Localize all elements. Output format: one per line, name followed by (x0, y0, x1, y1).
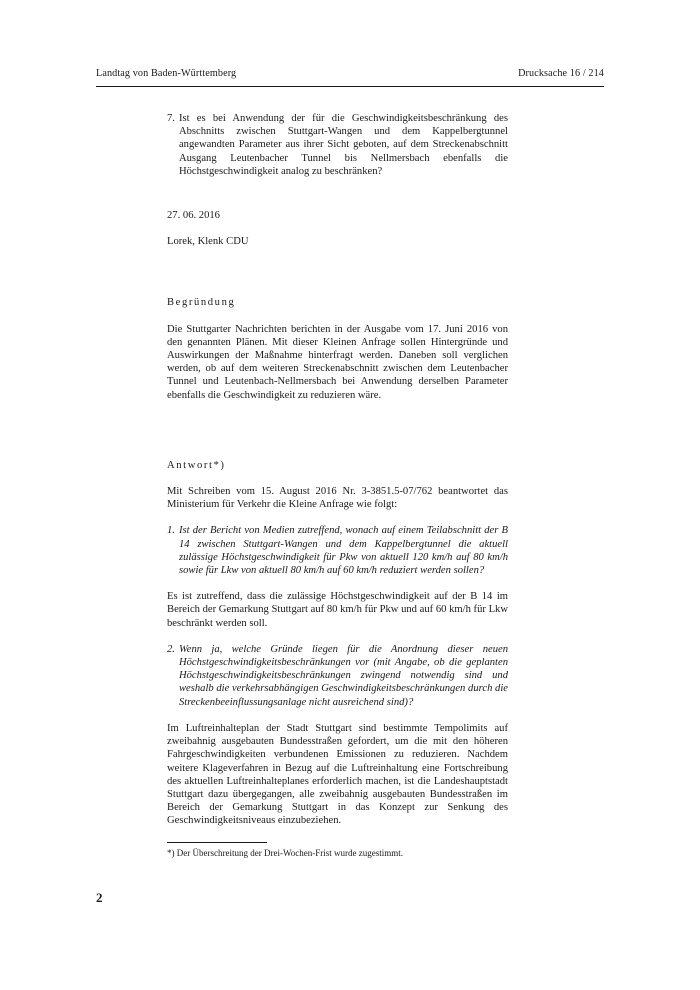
question-text: Ist es bei Anwendung der für die Geschwindigkeitsbeschränkung des Abschnitts zwischen Stuttgart-Wangen und dem Kappelbergtunnel angewandten Parameter aus ihrer Sicht geboten, auf dem Streckenabschnitt Ausgang Leutenbacher Tunnel bis Nellmersbach ebenfalls die Höchstgeschwindigkeit analog zu beschränken? (178, 113, 508, 177)
qa-answer-2: Im Luftreinhalteplan der Stadt Stuttgart sind bestimmte Tempolimits auf zweibahnig ausgebauten Bundesstraßen gefordert, um die mit den höheren Fahrgeschwindigkeiten verbundenen Emissionen zu reduzieren. Nachdem weitere Klageverfahren in Bezug auf die Luftreinhaltung eine Fortschreibung des aktuellen Luftreinhalteplanes erforderlich machen, ist die Landeshauptstadt Stuttgart dazu übergegangen, alle zweibahnig ausgebauten Bundesstraßen im Bereich der Gemarkung Stuttgart in das Konzept zur Senkung des Geschwindigkeitsniveaus einzubeziehen. (167, 722, 508, 827)
qa-question-number: 2. (167, 643, 175, 655)
footnote-text: *) Der Überschreitung der Drei-Wochen-Frist wurde zugestimmt. (167, 848, 403, 858)
page-number: 2 (96, 890, 103, 905)
spacer (167, 222, 508, 235)
document-body (167, 112, 508, 828)
footnote-separator (167, 842, 267, 843)
begruendung-heading: Begründung (167, 297, 236, 309)
qa-question-number: 1. (167, 525, 175, 537)
running-head-right: Drucksache 16 / 214 (518, 68, 604, 79)
qa-question-1 (167, 524, 508, 577)
question-item-7 (167, 112, 508, 178)
qa-question-2 (167, 643, 508, 709)
spacer (167, 178, 508, 209)
qa-answer-1: Es ist zutreffend, dass die zulässige Höchstgeschwindigkeit auf der B 14 im Bereich der Gemarkung Stuttgart auf 80 km/h für Pkw und auf 60 km/h für Lkw beschränkt werden soll. (167, 591, 508, 629)
spacer (167, 472, 508, 485)
antwort-intro: Mit Schreiben vom 15. August 2016 Nr. 3-3851.5-07/762 beantwortet das Ministerium für Verkehr die Kleine Anfrage wie folgt: (167, 486, 508, 511)
signatories: Lorek, Klenk CDU (167, 236, 249, 248)
spacer (167, 402, 508, 459)
begruendung-text: Die Stuttgarter Nachrichten berichten in der Ausgabe vom 17. Juni 2016 von den genannten Plänen. Mit dieser Kleinen Anfrage sollen Hintergründe und Auswirkungen der Maßnahme hinterfragt werden. Daneben soll verglichen werden, ob auf dem weiteren Streckenabschnitt zwischen dem Leutenbacher Tunnel und Leutenbach-Nellmersbach bei Anwendung derselben Parameter ebenfalls die Geschwindigkeit zu reduzieren wäre. (167, 323, 508, 401)
spacer (167, 310, 508, 323)
running-head (96, 68, 604, 79)
antwort-heading: Antwort*) (167, 459, 226, 471)
running-head-left: Landtag von Baden-Württemberg (96, 68, 237, 79)
spacer (167, 630, 508, 643)
qa-question-text: Ist der Bericht von Medien zutreffend, wonach auf einem Teilabschnitt der B 14 zwischen Stuttgart-Wangen und dem Kappelbergtunnel die aktuell zulässige Höchstgeschwindigkeit für Pkw von aktuell 120 km/h auf 80 km/h sowie für Lkw von aktuell 80 km/h auf 60 km/h reduziert werden sollen? (178, 525, 508, 577)
header-rule (96, 86, 604, 87)
qa-question-text: Wenn ja, welche Gründe liegen für die Anordnung dieser neuen Höchstgeschwindigkeitsbeschränkungen vor (mit Angabe, ob die geplanten Höchstgeschwindigkeitsbeschränkungen zwingend notwendig sind und weshalb die verkehrsabhängigen Geschwindigkeitsbeschränkungen durch die Streckenbeeinflussungsanlage nicht ausreichend sind)? (178, 643, 508, 708)
spacer (167, 511, 508, 524)
spacer (167, 248, 508, 296)
submission-date: 27. 06. 2016 (167, 210, 220, 222)
spacer (167, 709, 508, 722)
spacer (167, 577, 508, 590)
question-number: 7. (167, 113, 175, 124)
